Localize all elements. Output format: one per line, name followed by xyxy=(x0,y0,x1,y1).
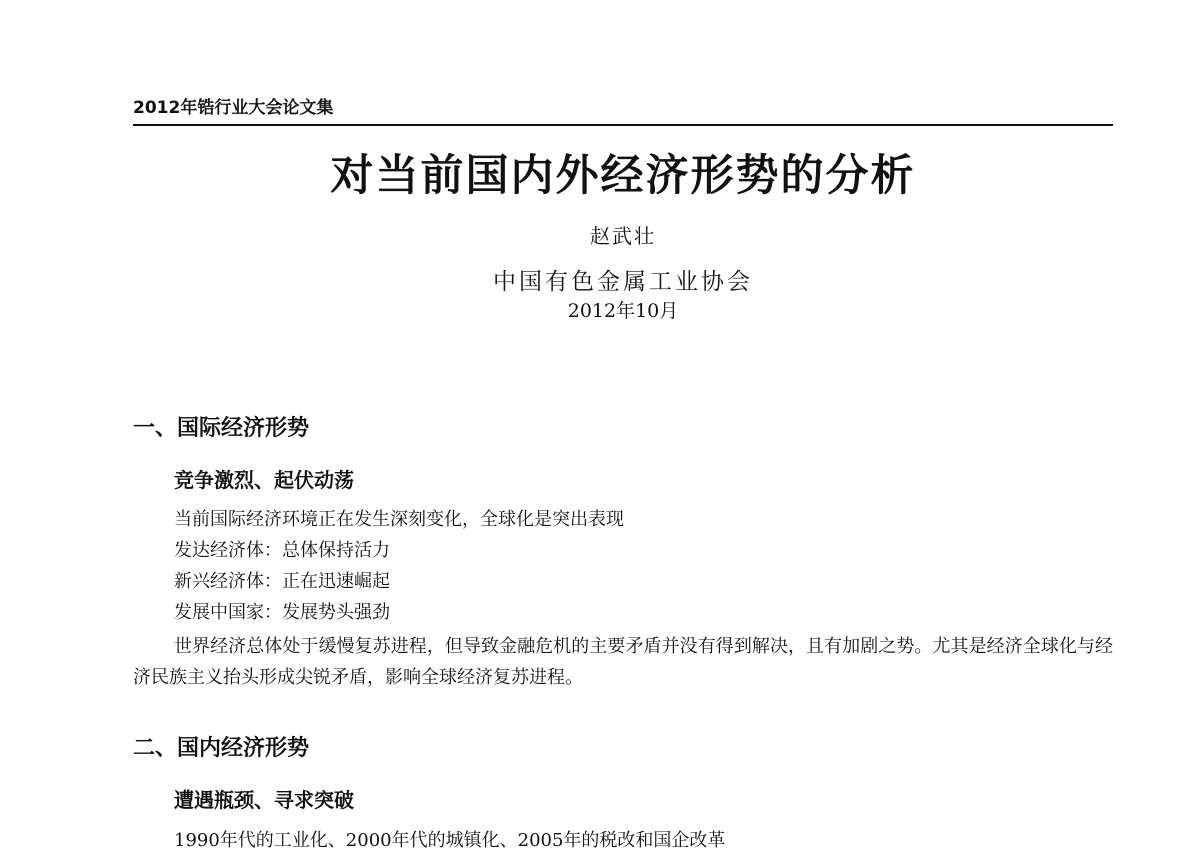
publication-date: 2012年10月 xyxy=(567,300,679,322)
body-line: 1990年代的工业化、2000年代的城镇化、2005年的税改和国企改革 xyxy=(174,830,726,851)
body-line: 发展中国家：发展势头强劲 xyxy=(174,602,390,623)
document-title: 对当前国内外经济形势的分析 xyxy=(330,151,916,201)
body-paragraph: 世界经济总体处于缓慢复苏进程，但导致金融危机的主要矛盾并没有得到解决，且有加剧之势。尤其是经济全球化与经济民族主义抬头形成尖锐矛盾，影响全球经济复苏进程。 xyxy=(133,636,1113,688)
section-heading-international: 一、国际经济形势 xyxy=(133,416,310,441)
subsection-heading-international: 竞争激烈、起伏动荡 xyxy=(174,468,354,492)
running-header-title: 2012年锆行业大会论文集 xyxy=(133,98,334,118)
author-name: 赵武壮 xyxy=(590,224,656,248)
section-heading-domestic: 二、国内经济形势 xyxy=(133,736,310,761)
body-line: 发达经济体：总体保持活力 xyxy=(174,540,390,561)
body-line: 当前国际经济环境正在发生深刻变化，全球化是突出表现 xyxy=(174,509,624,530)
subsection-heading-domestic: 遭遇瓶颈、寻求突破 xyxy=(174,788,354,812)
running-header xyxy=(133,96,1113,126)
body-line: 新兴经济体：正在迅速崛起 xyxy=(174,571,390,592)
author-affiliation: 中国有色金属工业协会 xyxy=(493,269,753,295)
